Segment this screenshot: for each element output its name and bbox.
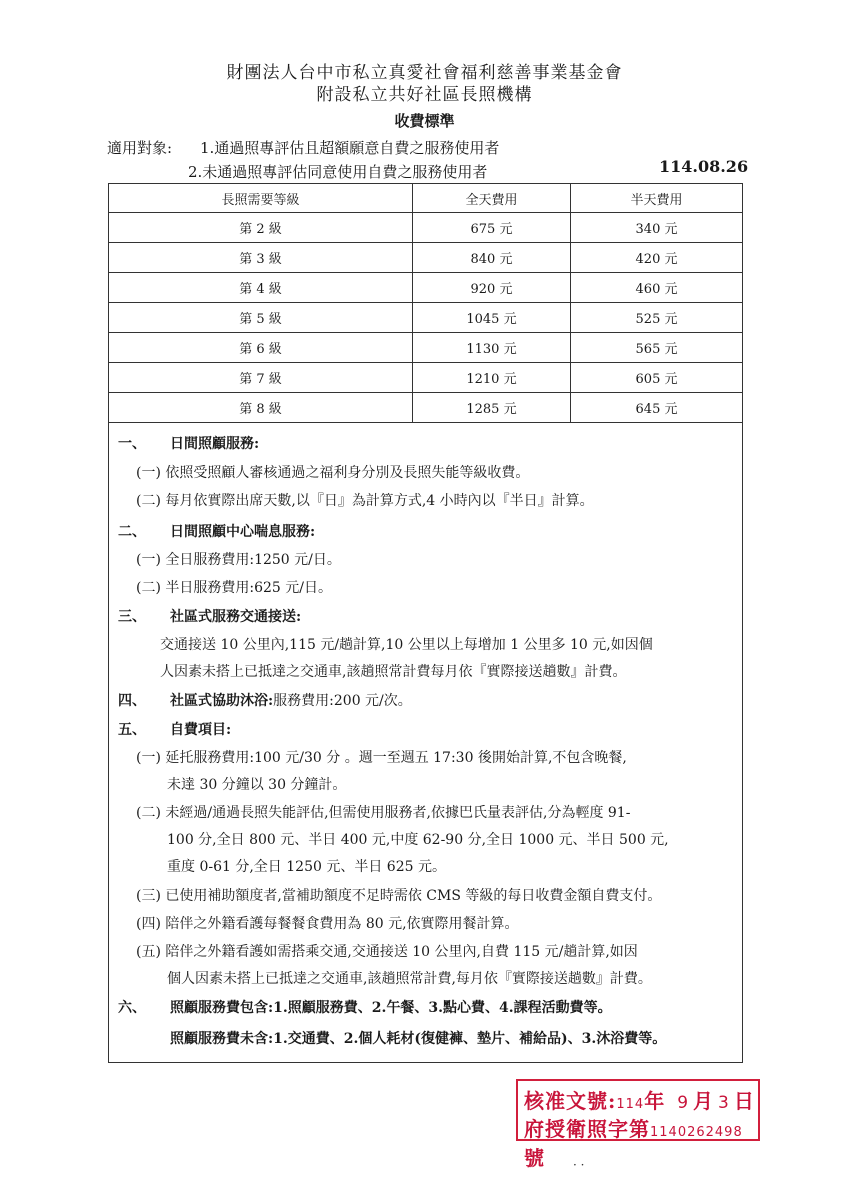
table-row [109,273,743,303]
level-cell: 第 4 級 [109,273,413,303]
fee-table [108,183,743,423]
stamp-day: 3 [718,1093,730,1113]
section-4-text: 服務費用:200 元/次。 [273,693,412,709]
section-1-item-2: (二) 每月依實際出席天數,以『日』為計算方式,4 小時內以『半日』計算。 [136,493,594,509]
stamp-row-1 [524,1085,755,1114]
half-day-fee-cell: 460 元 [571,273,743,303]
section-5-item-2-cont: 重度 0-61 分,全日 1250 元、半日 625 元。 [167,859,446,875]
column-header-level: 長照需要等級 [109,184,413,213]
stamp-number-char: 號 [524,1146,545,1170]
full-day-fee-cell: 1285 元 [412,393,570,423]
level-cell: 第 8 級 [109,393,413,423]
table-row [109,333,743,363]
section-1-item-1: (一) 依照受照顧人審核通過之福利身分別及長照失能等級收費。 [136,465,530,481]
level-cell: 第 7 級 [109,363,413,393]
section-5-item-1: (一) 延托服務費用:100 元/30 分 。週一至週五 17:30 後開始計算,不包含晚餐, [136,750,627,766]
document-date: 114.08.26 [659,157,749,176]
table-row [109,393,743,423]
full-day-fee-cell: 675 元 [412,213,570,243]
section-1-heading [118,433,259,453]
half-day-fee-cell: 340 元 [571,213,743,243]
table-row [109,213,743,243]
level-cell: 第 5 級 [109,303,413,333]
organization-name: 財團法人台中市私立真愛社會福利慈善事業基金會 [226,63,623,83]
approval-stamp [516,1079,760,1170]
section-number: 五、 [118,722,146,738]
half-day-fee-cell: 645 元 [571,393,743,423]
full-day-fee-cell: 1210 元 [412,363,570,393]
column-header-full-day: 全天費用 [412,184,570,213]
section-3-heading [118,606,301,626]
table-row [109,303,743,333]
full-day-fee-cell: 1130 元 [412,333,570,363]
section-title: 日間照顧中心喘息服務: [170,524,316,540]
section-6-line-1 [118,997,612,1017]
section-5-item-2-cont: 100 分,全日 800 元、半日 400 元,中度 62-90 分,全日 1000 元、半日 500 元, [167,832,669,848]
section-2-item-1: (一) 全日服務費用:1250 元/日。 [136,552,341,568]
section-number: 三、 [118,609,146,625]
section-title: 日間照顧服務: [170,436,260,452]
scope-item-1: 1.通過照專評估且超額願意自費之服務使用者 [200,139,500,157]
section-3-text-2: 人因素未搭上已抵達之交通車,該趟照常計費每月依『實際接送趟數』計費。 [160,664,627,680]
institution-name: 附設私立共好社區長照機構 [316,85,533,105]
level-cell: 第 2 級 [109,213,413,243]
section-5-item-5: (五) 陪伴之外籍看護如需搭乘交通,交通接送 10 公里內,自費 115 元/趟計算,如因 [136,944,638,960]
table-row [109,363,743,393]
table-header-row [109,184,743,213]
level-cell: 第 3 級 [109,243,413,273]
half-day-fee-cell: 565 元 [571,333,743,363]
half-day-fee-cell: 605 元 [571,363,743,393]
section-number: 一、 [118,436,146,452]
section-title: 社區式協助沐浴: [170,693,274,709]
half-day-fee-cell: 420 元 [571,243,743,273]
half-day-fee-cell: 525 元 [571,303,743,333]
page-title: 收費標準 [394,112,455,130]
level-cell: 第 6 級 [109,333,413,363]
stamp-label-approval: 核准文號: [524,1089,617,1113]
full-day-fee-cell: 1045 元 [412,303,570,333]
fee-includes: 照顧服務費包含:1.照顧服務費、2.午餐、3.點心費、4.課程活動費等。 [170,1000,612,1016]
stamp-day-char: 日 [733,1089,755,1113]
section-5-item-1-cont: 未達 30 分鐘以 30 分鐘計。 [167,777,347,793]
stamp-year: 114 [616,1097,645,1112]
table-row [109,243,743,273]
scope-item-2: 2.未通過照專評估同意使用自費之服務使用者 [188,163,488,181]
section-3-text-1: 交通接送 10 公里內,115 元/趟計算,10 公里以上每增加 1 公里多 10 元,如因個 [160,637,653,653]
section-number: 二、 [118,524,146,540]
scan-marks: · · [573,1158,585,1172]
section-2-item-2: (二) 半日服務費用:625 元/日。 [136,580,332,596]
column-header-half-day: 半天費用 [571,184,743,213]
stamp-label-document: 府授衛照字第 [524,1117,650,1141]
stamp-month: 9 [677,1093,690,1113]
section-5-item-2: (二) 未經過/通過長照失能評估,但需使用服務者,依據巴氏量表評估,分為輕度 91- [136,805,631,821]
section-5-item-5-cont: 個人因素未搭上已抵達之交通車,該趟照常計費,每月依『實際接送趟數』計費。 [167,971,652,987]
stamp-month-char: 月 [693,1089,715,1113]
full-day-fee-cell: 920 元 [412,273,570,303]
stamp-year-char: 年 [644,1089,666,1113]
stamp-row-2 [524,1113,758,1171]
section-4-line [118,690,412,710]
fee-excludes: 照顧服務費未含:1.交通費、2.個人耗材(復健褲、墊片、補給品)、3.沐浴費等。 [170,1031,667,1047]
section-5-heading [118,719,231,739]
section-number: 六、 [118,1000,146,1016]
stamp-document-number: 1140262498 [650,1125,743,1140]
section-2-heading [118,521,315,541]
section-title: 自費項目: [170,722,232,738]
section-5-item-4: (四) 陪伴之外籍看護每餐餐食費用為 80 元,依實際用餐計算。 [136,916,519,932]
scope-label: 適用對象: [107,139,173,157]
section-5-item-3: (三) 已使用補助額度者,當補助額度不足時需依 CMS 等級的每日收費金額自費支付。 [136,888,662,904]
section-number: 四、 [118,693,146,709]
full-day-fee-cell: 840 元 [412,243,570,273]
section-title: 社區式服務交通接送: [170,609,302,625]
